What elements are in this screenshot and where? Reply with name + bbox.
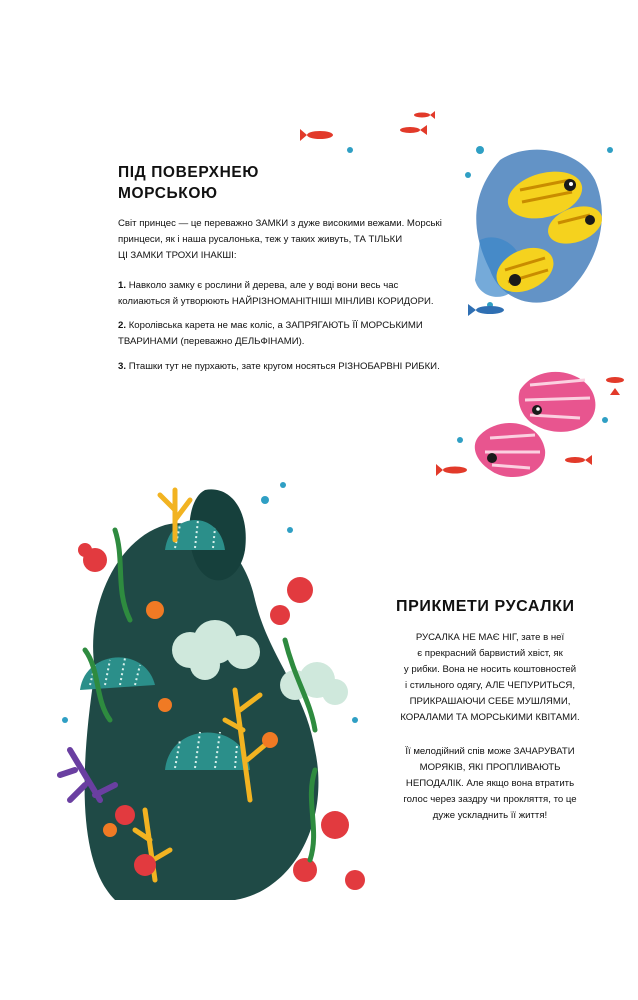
para-line: голос через заздру чи прокляття, то це xyxy=(403,794,577,805)
intro-line: принцеси, як і наша русалонька, теж у таких живуть, ТА ТІЛЬКИ xyxy=(118,234,403,245)
para-line: Її мелодійний спів може ЗАЧАРУВАТИ xyxy=(405,746,575,757)
bubble-icon xyxy=(347,147,353,153)
list-text: колиаються й утворюють НАЙРІЗНОМАНІТНІШІ МІНЛИВІ КОРИДОРИ. xyxy=(118,296,434,307)
section2-para2 xyxy=(370,744,610,824)
bubble-icon xyxy=(457,437,463,443)
small-red-fish-icon xyxy=(565,455,592,465)
pink-fish-illustration xyxy=(430,360,630,490)
section1-title-line1: ПІД ПОВЕРХНЕЮ xyxy=(118,164,259,181)
list-number: 3. xyxy=(118,361,127,372)
para-line: РУСАЛКА НЕ МАЄ НІГ, зате в неї xyxy=(415,632,565,643)
para-line: КОРАЛАМИ ТА МОРСЬКИМИ КВІТАМИ. xyxy=(400,712,580,723)
small-red-fish-icon xyxy=(400,125,427,135)
yellow-fish-illustration xyxy=(460,120,620,330)
list-item-2 xyxy=(118,318,423,350)
list-number: 1. xyxy=(118,280,127,291)
small-red-fish-icon xyxy=(300,129,333,141)
para-line: дуже ускладнить її життя! xyxy=(432,810,548,821)
bubble-icon xyxy=(602,417,608,423)
small-red-fish-icon xyxy=(414,111,435,119)
list-item-1 xyxy=(118,278,434,310)
para-line: НЕПОДАЛІК. Але якщо вона втратить xyxy=(405,778,575,789)
para-line: є прекрасний барвистий хвіст, як xyxy=(417,648,563,659)
list-text: Королівська карета не має коліс, а ЗАПРЯГАЮТЬ ЇЇ МОРСЬКИМИ xyxy=(128,320,423,331)
para-line: ПРИКРАШАЮЧИ СЕБЕ МУШЛЯМИ, xyxy=(409,696,571,707)
pink-fish-icon xyxy=(519,372,596,432)
pink-fish-icon xyxy=(475,423,545,477)
red-fish-group-top xyxy=(290,100,440,160)
section1-title-line2: МОРСЬКОЮ xyxy=(118,185,218,202)
intro-line: Світ принцес — це переважно ЗАМКИ з дуже високими вежами. Морські xyxy=(118,218,442,229)
bubble-icon xyxy=(607,147,613,153)
section2-para1 xyxy=(370,630,610,726)
small-red-fish-icon xyxy=(606,377,624,395)
section2-title: ПРИКМЕТИ РУСАЛКИ xyxy=(396,598,575,615)
list-item-3 xyxy=(118,359,440,375)
list-text: ТВАРИНАМИ (переважно ДЕЛЬФІНАМИ). xyxy=(118,336,305,347)
list-text: Пташки тут не пурхають, зате кругом носяться РІЗНОБАРВНІ РИБКИ. xyxy=(128,361,440,372)
bubble-icon xyxy=(465,172,471,178)
sea-foam xyxy=(280,662,348,705)
list-text: Навколо замку є рослини й дерева, але у воді вони весь час xyxy=(128,280,399,291)
intro-line: ЦІ ЗАМКИ ТРОХИ ІНАКШІ: xyxy=(118,250,237,261)
para-line: МОРЯКІВ, ЯКІ ПРОПЛИВАЮТЬ xyxy=(419,762,561,773)
para-line: і стильного одягу, АЛЕ ЧЕПУРИТЬСЯ, xyxy=(405,680,575,691)
bubble-icon xyxy=(476,146,484,154)
para-line: у рибки. Вона не носить коштовностей xyxy=(403,664,577,675)
section1-intro xyxy=(118,216,442,264)
section1-title xyxy=(118,162,259,204)
small-red-fish-icon xyxy=(436,464,467,476)
coral-castle-illustration xyxy=(55,470,395,910)
list-number: 2. xyxy=(118,320,127,331)
blue-fish-icon xyxy=(468,304,504,316)
